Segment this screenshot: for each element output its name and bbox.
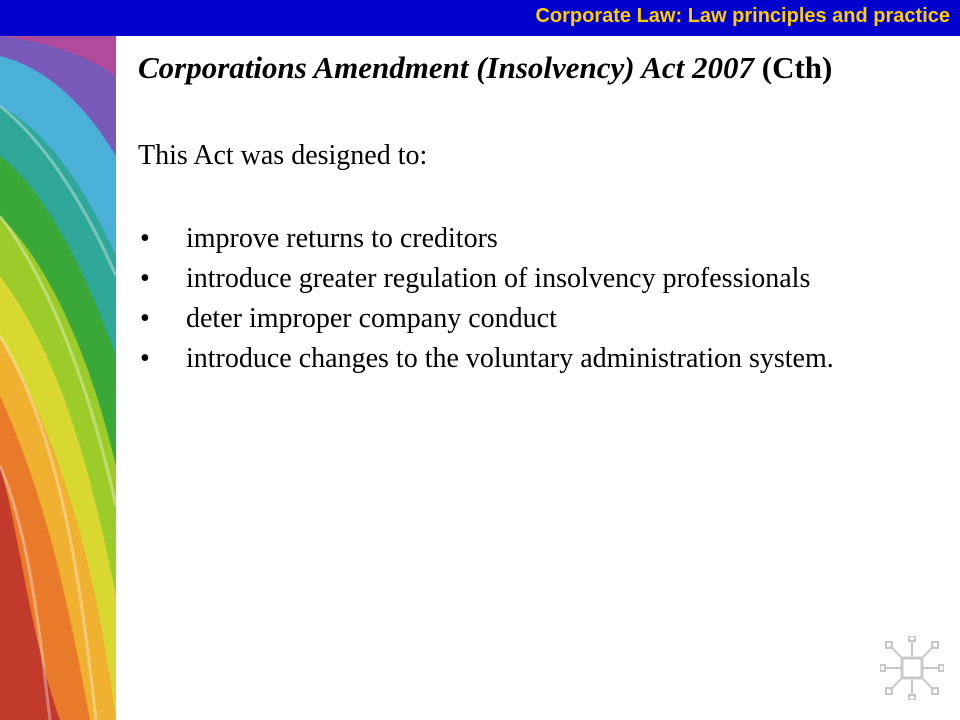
bullet-text: improve returns to creditors xyxy=(186,223,498,254)
jurisdiction-suffix: (Cth) xyxy=(754,50,833,85)
bullet-text: deter improper company conduct xyxy=(186,303,557,334)
bullet-text: introduce changes to the voluntary administration system. xyxy=(186,343,834,374)
list-item xyxy=(138,340,938,377)
slide-title xyxy=(138,50,953,86)
list-item xyxy=(138,220,938,257)
course-title: Corporate Law: Law principles and practice xyxy=(535,5,950,27)
bullet-icon: • xyxy=(140,343,150,374)
bullet-list xyxy=(138,220,938,380)
list-item xyxy=(138,260,938,297)
decorative-swirl-art xyxy=(0,36,116,720)
act-name: Corporations Amendment (Insolvency) Act 2007 xyxy=(138,50,755,85)
bullet-icon: • xyxy=(140,263,150,294)
list-item xyxy=(138,300,938,337)
intro-text: This Act was designed to: xyxy=(138,140,428,171)
slide-content xyxy=(138,50,953,374)
bullet-icon: • xyxy=(140,223,150,254)
bullet-icon: • xyxy=(140,303,150,334)
bullet-text: introduce greater regulation of insolvency professionals xyxy=(186,263,811,294)
network-logo-icon xyxy=(880,636,944,700)
header-bar xyxy=(0,0,960,36)
